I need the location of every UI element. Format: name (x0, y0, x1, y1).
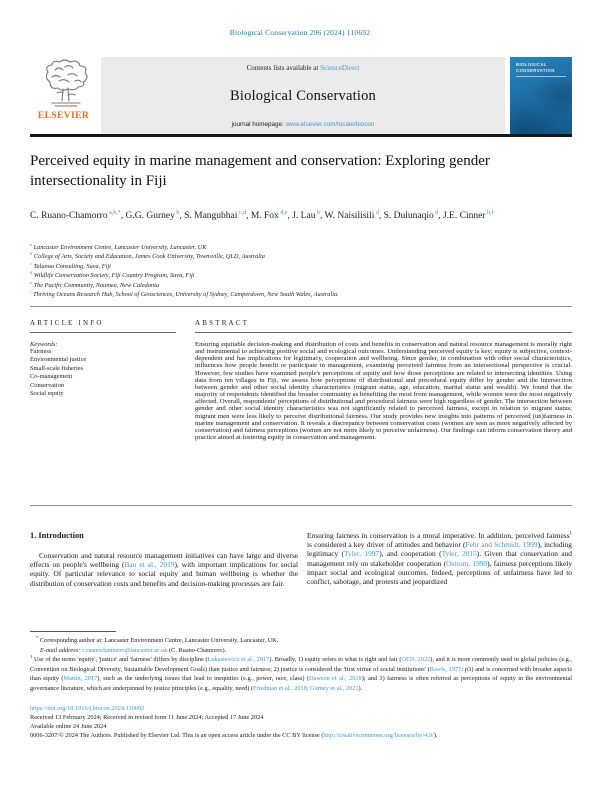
author-affiliation-sup[interactable]: c,d (237, 209, 247, 216)
citation-link[interactable]: Ostrom, 1990 (446, 558, 488, 568)
doi-link[interactable]: https://doi.org/10.1016/j.biocon.2024.110692 (30, 705, 145, 712)
citation-link[interactable]: c.ruanochamorro@lancaster.ac.uk (81, 646, 168, 654)
keyword: Co-management (30, 373, 73, 381)
author-list: C. Ruano-Chamorro $^{a,b,*}$, G.G. Gurney $^b$, S. Mangubhai $^{c,d}$, M. Fox $^{d,e}$, J. Lau $^b$, W. Naisilisili $^d$, S. Dulunaqio $^d$, J.E. Cinner $^{b,f}$ (30, 209, 494, 221)
masthead-divider-bar (30, 134, 572, 137)
keyword: Fairness (30, 348, 52, 355)
elsevier-logo[interactable] (30, 57, 97, 134)
author-affiliation-sup[interactable]: b,f (485, 209, 494, 216)
available-online-line: Available online 24 June 2024 (30, 723, 107, 730)
keyword: Social equity (30, 390, 64, 398)
author-name: S. Mangubhai (184, 211, 238, 221)
body-column-right (307, 531, 572, 586)
affiliation: $^a$ Lancaster Environment Centre, Lancaster University, Lancaster, UK (30, 241, 207, 251)
affiliation-list (30, 243, 570, 300)
article-footer (30, 704, 572, 740)
affiliation: $^d$ Wildlife Conservation Society, Fiji Country Program, Suva, Fiji (30, 270, 195, 280)
author-affiliation-sup[interactable]: b (174, 209, 180, 216)
contents-prefix: Contents lists available at (246, 64, 321, 72)
article-info-heading: ARTICLE INFO (30, 319, 104, 327)
citation-link[interactable]: Tyler, 2015 (441, 549, 477, 559)
introduction-paragraph: Conservation and natural resource management initiatives can have large and diverse effects on people's wellbeing (Ban et al., 2019), with important implications for social equity. Of particular relevance to social equity and human wellbeing is whether the distribution of conservation costs and benefits and decision-making processes are fair. (30, 551, 299, 588)
homepage-prefix: journal homepage: (231, 121, 286, 128)
homepage-url-link[interactable]: www.elsevier.com/locate/biocon (285, 121, 375, 128)
corresponding-author-note: * Corresponding author at: Lancaster Environment Centre, Lancaster University, Lancaster, UK. (36, 634, 279, 644)
cover-title-line: BIOLOGICAL (516, 62, 547, 67)
author-affiliation-sup[interactable]: b (315, 209, 320, 216)
abstract-section (195, 319, 572, 441)
journal-cover-thumbnail[interactable] (510, 57, 572, 134)
citation-link[interactable]: Tyler, 1997 (344, 549, 380, 559)
author-name: S. Dulunaqio (383, 211, 434, 221)
email-address-line: E-mail address: c.ruanochamorro@lancaster.ac.uk (C. Ruano-Chamorro). (40, 646, 227, 654)
author-affiliation-sup[interactable]: d (374, 209, 379, 216)
journal-homepage-line (107, 121, 499, 128)
journal-title: Biological Conservation (230, 88, 376, 104)
terminology-footnote: $^1$ Use of the terms 'equity', 'justice' and 'fairness' differs by discipline (Lukasiewicz et al., 2017). Broadly, 1) equity refers to what is right and fair (OED, 2022), and it is more commonly used in global policies (e.g., Convention on Biological Diversity, Sustainable Development Goals) than justice and fairness; 2) justice is considered the 'first virtue of social institutions' (Rawls, 1971: p3) and is concerned with broader aspects than equity (Martin, 2017), such as the underlying issues that lead to inequities (e.g., power, race, class) (Dawson et al., 2018); and 3) fairness is often referred as perceptions of equity in the environmental governance literature, which are underpinned by justice principles (e.g., equality, need) (Friedman et al., 2018; Gurney et al., 2021). (30, 654, 572, 692)
keywords-label: Keywords: (30, 341, 58, 348)
received-dates-line: Received 13 February 2024; Received in revised form 11 June 2024; Accepted 17 June 2024 (30, 714, 264, 721)
article-info-rule (30, 332, 176, 333)
body-paragraph: Ensuring fairness in conservation is a moral imperative. In addition, perceived fairness$^1$ is considered a key driver of attitudes and behavior (Fehr and Schmidt, 1999), including legitimacy (Tyler, 1997), and cooperation (Tyler, 2015). Given that conservation and management rely on stakeholder cooperation (Ostrom, 1990), fairness perceptions likely impact social and ecological outcomes. Indeed, perceptions of unfairness have led to conflict, sabotage, and protests and jeopardized (307, 531, 573, 587)
citation-link[interactable]: Ban et al., 2019 (124, 560, 175, 570)
affiliation: $^f$ Thriving Oceans Research Hub, School of Geosciences, University of Sydney, Camperdown, New South Wales, Australia. (30, 289, 339, 299)
abstract-heading: ABSTRACT (195, 319, 250, 327)
keyword: Conservation (30, 381, 65, 389)
sciencedirect-link[interactable]: ScienceDirect (320, 64, 360, 72)
elsevier-wordmark: ELSEVIER (37, 111, 90, 121)
cover-title-line: CONSERVATION (516, 67, 555, 73)
author-name: J. Lau (292, 211, 316, 221)
introduction-heading: 1. Introduction (30, 531, 84, 540)
author-name: W. Naisilisili (324, 211, 375, 221)
cover-divider (516, 76, 566, 77)
abstract-text: Ensuring equitable decision-making and distribution of costs and benefits in conservation and natural resource management is morally right and instrumental to achieving positive social and ecological outcomes. Understanding perceived equity is key; equity is subjective, context-dependent and has implications for legitimacy, cooperation and wellbeing. Since gender, in combination with other social characteristics, influences how people benefit or participate in management, examining perceived fairness from an intersectional perspective is crucial. However, few studies have examined people's perceptions of equity and how those perceptions are related to intersecting identities. Using data from ten villages in Fiji, we assess how perceptions of distributional and procedural equity differ by gender and the intersection between gender and other social identity characteristics (migrant status, age, education, marital status and wealth). We found that the majority of respondents identified the broader community as benefiting the most from management, while women were the most negatively affected. Overall, respondents' perceptions of distributional and procedural fairness were high regardless of gender. The intersection between gender and other social identity characteristics was not significantly related to perceived fairness, except in relation to migrant status; migrant men were less likely to perceive distributional fairness. Our study provides new insights into patterns of perceived (un)fairness in marine management and conservation. It reveals a discrepancy between conservation costs (women are seen as more negatively affected by conservation) and fairness perceptions (women are not more likely to perceive unfairness). Our findings can inform conservation theory and practice aimed at fostering equity in conservation and management. (195, 341, 572, 442)
author-affiliation-sup[interactable]: a,b,* (107, 209, 121, 216)
author-affiliation-sup[interactable]: d (433, 209, 439, 216)
contents-list-line (107, 64, 499, 72)
footnote-divider (30, 631, 116, 632)
keyword: Small-scale fisheries (30, 364, 84, 372)
section-divider (30, 306, 572, 307)
citation-link[interactable]: Rawls, 1971 (429, 665, 462, 673)
citation-link[interactable]: Fehr and Schmidt, 1999 (465, 540, 538, 550)
abstract-rule (195, 332, 572, 333)
author-name: J.E. Cinner (442, 211, 486, 221)
journal-masthead (30, 57, 572, 134)
elsevier-tree-icon (35, 57, 93, 113)
citation-link[interactable]: Lukasiewicz et al., 2017 (207, 656, 270, 664)
cover-title (510, 57, 572, 74)
article-info-section (30, 319, 180, 399)
copyright-line: 0006-3207/© 2024 The Authors. Published by Elsevier Ltd. This is an open access article under the CC BY license (http://creativecommons.org/licenses/by/4.0/). (30, 732, 438, 739)
author-name: M. Fox (250, 211, 279, 221)
keywords-list (30, 348, 180, 399)
author-name: C. Ruano-Chamorro (30, 211, 108, 221)
body-column-left (30, 551, 298, 588)
journal-citation-header[interactable]: Biological Conservation 296 (2024) 110692 (229, 28, 371, 37)
author-name: G.G. Gurney (125, 211, 175, 221)
affiliation: $^c$ Talanoa Consulting, Suva, Fiji (30, 260, 111, 270)
masthead-center-panel (101, 57, 505, 134)
article-title: Perceived equity in marine management and conservation: Exploring gender intersectionality in Fiji (30, 153, 490, 189)
citation-link[interactable]: Friedman et al., 2018; Gurney et al., 2021 (253, 684, 359, 692)
keyword: Environmental justice (30, 356, 87, 364)
citation-link[interactable]: Martin, 2017 (63, 675, 98, 683)
author-affiliation-sup[interactable]: d,e (278, 209, 288, 216)
citation-link[interactable]: OED, 2022 (401, 656, 431, 664)
affiliation: $^e$ The Pacific Community, Noumea, New Caledonia (30, 279, 159, 289)
affiliation: $^b$ College of Arts, Society and Education, James Cook University, Townsville, QLD, Australia (30, 251, 265, 261)
citation-link[interactable]: Dawson et al., 2018 (309, 675, 362, 683)
citation-link[interactable]: http://creativecommons.org/licenses/by/4.0/ (323, 732, 434, 739)
abstract-bottom-divider (30, 505, 572, 506)
footnotes-block (30, 636, 572, 694)
